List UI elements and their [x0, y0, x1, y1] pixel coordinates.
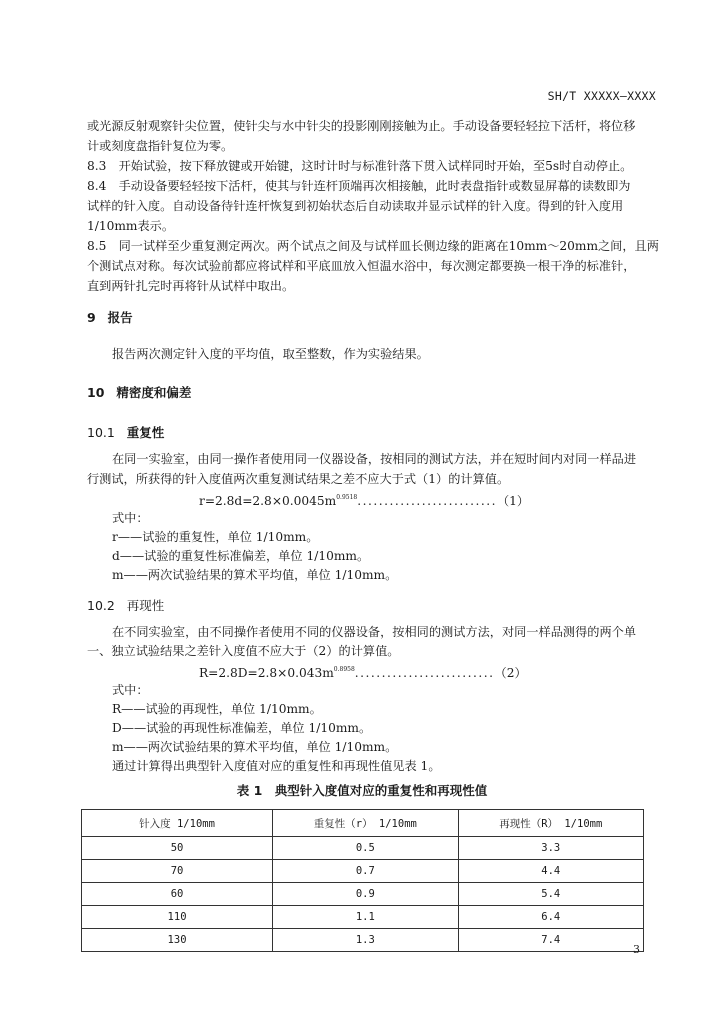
cell-repeatability: 0.5	[273, 837, 458, 860]
section-10-2-heading	[87, 596, 164, 614]
formula-2-label: （2）	[494, 666, 527, 680]
formula-2-exponent: 0.8958	[333, 666, 355, 673]
section-10-1-heading	[87, 423, 164, 441]
def-d: d——试验的重复性标准偏差，单位 1/10mm。	[112, 549, 370, 563]
cell-repeatability: 0.7	[273, 860, 458, 883]
para-8-4-line2: 试样的针入度。自动设备待针连杆恢复到初始状态后自动读取并显示试样的针入度。得到的针入度用	[87, 199, 624, 213]
cell-reproducibility: 7.4	[458, 929, 643, 952]
cell-penetration: 110	[82, 906, 273, 929]
def-D: D——试验的再现性标准偏差，单位 1/10mm。	[112, 721, 372, 735]
section-9-text: 报告两次测定针入度的平均值，取至整数，作为实验结果。	[112, 347, 429, 361]
formula-2-dots: ..........................	[354, 666, 495, 680]
formula-1-main: r=2.8d=2.8×0.0045m	[199, 494, 337, 508]
formula-1	[199, 488, 529, 511]
table-row	[82, 837, 644, 860]
section-10-2-text-line1: 在不同实验室，由不同操作者使用不同的仪器设备，按相同的测试方法，对同一样品测得的两个单	[112, 625, 637, 639]
section-9-heading	[87, 308, 133, 326]
section-10-number: 10	[87, 385, 105, 400]
table-row	[82, 860, 644, 883]
formula-1-dots: ..........................	[357, 494, 497, 508]
section-10-title: 精密度和偏差	[116, 385, 192, 400]
cell-reproducibility: 5.4	[458, 883, 643, 906]
section-9-number: 9	[87, 310, 96, 325]
def-r: r——试验的重复性，单位 1/10mm。	[112, 530, 319, 544]
page-number: 3	[633, 943, 640, 956]
formula-2-main: R=2.8D=2.8×0.043m	[199, 666, 334, 680]
standard-code: SH/T XXXXX—XXXX	[547, 89, 656, 103]
section-10-2-number: 10.2	[87, 598, 115, 613]
def-m-2: m——两次试验结果的算术平均值，单位 1/10mm。	[112, 740, 398, 754]
section-10-heading	[87, 383, 191, 401]
cell-repeatability: 1.1	[273, 906, 458, 929]
para-8-3: 8.3 开始试验，按下释放键或开始键，这时计时与标准针落下贯入试样同时开始，至5s时自动停止。	[87, 159, 633, 173]
formula-1-label: （1）	[496, 494, 530, 508]
def-m-1: m——两次试验结果的算术平均值，单位 1/10mm。	[112, 568, 398, 582]
col-header-reproducibility: 再现性（R） 1/10mm	[458, 810, 643, 837]
table-row	[82, 883, 644, 906]
cell-penetration: 70	[82, 860, 273, 883]
section-10-1-title: 重复性	[126, 425, 165, 440]
para-8-5-line1: 8.5 同一试样至少重复测定两次。两个试点之间及与试样皿长侧边缘的距离在10mm～20mm之间，且两	[87, 239, 659, 253]
table-row	[82, 929, 644, 952]
formula-2	[199, 660, 527, 683]
cell-penetration: 50	[82, 837, 273, 860]
section-10-2-title: 再现性	[126, 598, 165, 613]
table-header-row	[82, 810, 644, 837]
section-10-1-number: 10.1	[87, 425, 115, 440]
cell-reproducibility: 4.4	[458, 860, 643, 883]
cell-penetration: 130	[82, 929, 273, 952]
col-header-penetration: 针入度 1/10mm	[82, 810, 273, 837]
para-8-5-line3: 直到两针扎完时再将针从试样中取出。	[87, 279, 295, 293]
para-8-4-line3: 1/10mm表示。	[87, 219, 175, 233]
para-8-5-line2: 个测试点对称。每次试验前都应将试样和平底皿放入恒温水浴中，每次测定都要换一根干净的标准针，	[87, 259, 636, 273]
cell-repeatability: 1.3	[273, 929, 458, 952]
cell-reproducibility: 6.4	[458, 906, 643, 929]
table-row	[82, 906, 644, 929]
formula-2-where: 式中：	[112, 683, 149, 697]
para-8-2-cont-line1: 或光源反射观察针尖位置，使针尖与水中针尖的投影刚刚接触为止。手动设备要轻轻拉下活杆，将位移	[87, 119, 636, 133]
para-8-2-cont-line2: 计或刻度盘指针复位为零。	[87, 139, 234, 153]
section-9-title: 报告	[107, 310, 133, 325]
table-reference-text: 通过计算得出典型针入度值对应的重复性和再现性值见表 1。	[112, 759, 441, 773]
section-10-2-text-line2: 一、独立试验结果之差针入度值不应大于（2）的计算值。	[87, 644, 400, 658]
def-R: R——试验的再现性，单位 1/10mm。	[112, 702, 322, 716]
cell-repeatability: 0.9	[273, 883, 458, 906]
cell-penetration: 60	[82, 883, 273, 906]
section-10-1-text-line2: 行测试，所获得的针入度值两次重复测试结果之差不应大于式（1）的计算值。	[87, 472, 510, 486]
formula-1-where: 式中：	[112, 511, 149, 525]
cell-reproducibility: 3.3	[458, 837, 643, 860]
col-header-repeatability: 重复性（r） 1/10mm	[273, 810, 458, 837]
table-1	[81, 809, 644, 952]
section-10-1-text-line1: 在同一实验室，由同一操作者使用同一仪器设备，按相同的测试方法，并在短时间内对同一样品进	[112, 452, 637, 466]
para-8-4-line1: 8.4 手动设备要轻轻按下活杆，使其与针连杆顶端再次相接触，此时表盘指针或数显屏幕的读数即为	[87, 179, 631, 193]
table-1-caption: 表 1 典型针入度值对应的重复性和再现性值	[236, 783, 488, 798]
formula-1-exponent: 0.9518	[336, 494, 358, 501]
